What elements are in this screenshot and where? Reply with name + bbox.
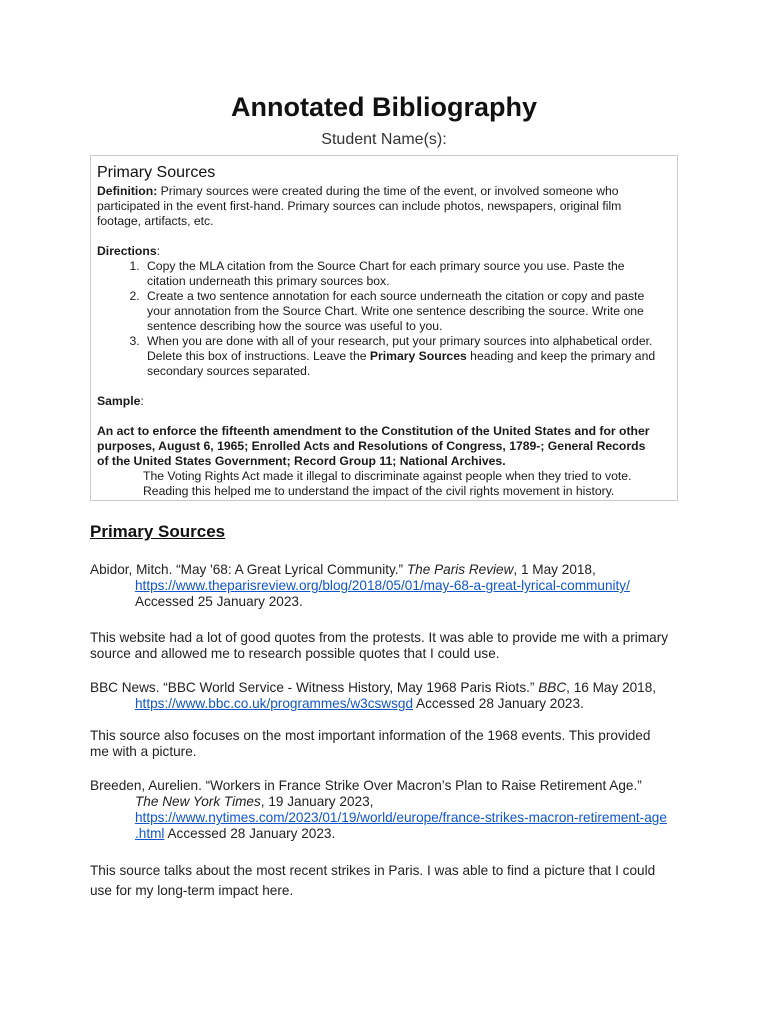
definition-label: Definition: bbox=[97, 184, 158, 198]
citation-link[interactable]: https://www.bbc.co.uk/programmes/w3cswsgd bbox=[135, 696, 414, 711]
definition bbox=[97, 184, 671, 229]
document-title: Annotated Bibliography bbox=[231, 92, 537, 122]
student-name-label: Student Name(s): bbox=[321, 131, 447, 148]
sample-label-line: Sample: bbox=[97, 394, 144, 408]
sample-citation: An act to enforce the fifteenth amendment to the Constitution of the United States and for other purposes, August 6, 1965; Enrolled Acts and Resolutions of Congress, 1789-; General Records of the United States Government; Record Group 11; National Archives. bbox=[97, 424, 650, 468]
annotation: This website had a lot of good quotes from the protests. It was able to provide me with a primary source and allowed me to research possible quotes that I could use. bbox=[90, 630, 669, 661]
sample-annotation: The Voting Rights Act made it illegal to discriminate against people when they tried to vote. Reading this helped me to understand the impact of the civil rights movement in history. bbox=[143, 469, 632, 498]
definition-text: footage, artifacts, etc. bbox=[97, 214, 214, 228]
directions-list bbox=[97, 259, 671, 379]
citation-entry: Breeden, Aurelien. “Workers in France Strike Over Macron’s Plan to Raise Retirement Age.” The New York Times, 19 January 2023, https://www.nytimes.com/2023/01/19/world/europe/france-strikes-macron-retirement-age .html Accessed 28 January 2023. bbox=[90, 778, 667, 841]
sample-label: Sample bbox=[97, 394, 141, 408]
directions-step: 3. When you are done with all of your research, put your primary sources into alphabetical order. Delete this box of instructions. Leave the Primary Sources heading and keep the primary and secondary sources separated. bbox=[143, 334, 671, 379]
directions-label-line: Directions: bbox=[97, 244, 160, 258]
instructions-heading: Primary Sources bbox=[97, 164, 216, 181]
citation-link[interactable]: https://www.nytimes.com/2023/01/19/world/europe/france-strikes-macron-retirement-age bbox=[135, 810, 667, 825]
citation-entry: BBC News. “BBC World Service - Witness History, May 1968 Paris Riots.” BBC, 16 May 2018, https://www.bbc.co.uk/programmes/w3cswsgd Accessed 28 January 2023. bbox=[90, 680, 657, 711]
definition-text: participated in the event first-hand. Primary sources can include photos, newspapers, original film bbox=[97, 199, 622, 213]
directions-label: Directions bbox=[97, 244, 157, 258]
citation-entry: Abidor, Mitch. “May '68: A Great Lyrical Community.” The Paris Review, 1 May 2018, https://www.theparisreview.org/blog/2018/05/01/may-68-a-great-lyrical-community/ Accessed 25 January 2023. bbox=[90, 562, 630, 609]
primary-sources-heading: Primary Sources bbox=[90, 522, 226, 541]
instructions-box bbox=[90, 155, 678, 501]
citation-link[interactable]: .html bbox=[135, 826, 165, 841]
definition-text: Primary sources were created during the time of the event, or involved someone who bbox=[160, 184, 619, 198]
citation-link[interactable]: https://www.theparisreview.org/blog/2018/05/01/may-68-a-great-lyrical-community/ bbox=[135, 578, 630, 593]
directions-step: 2. Create a two sentence annotation for each source underneath the citation or copy and paste your annotation from the Source Chart. Write one sentence describing the source. Write one sentence describing how the source was useful to you. bbox=[143, 289, 671, 334]
annotation: This source talks about the most recent strikes in Paris. I was able to find a picture that I could use for my long-term impact here. bbox=[90, 863, 656, 898]
annotation: This source also focuses on the most important information of the 1968 events. This provided me with a picture. bbox=[90, 728, 651, 759]
directions-step: 1. Copy the MLA citation from the Source Chart for each primary source you use. Paste the citation underneath this primary sources box. bbox=[143, 259, 671, 289]
